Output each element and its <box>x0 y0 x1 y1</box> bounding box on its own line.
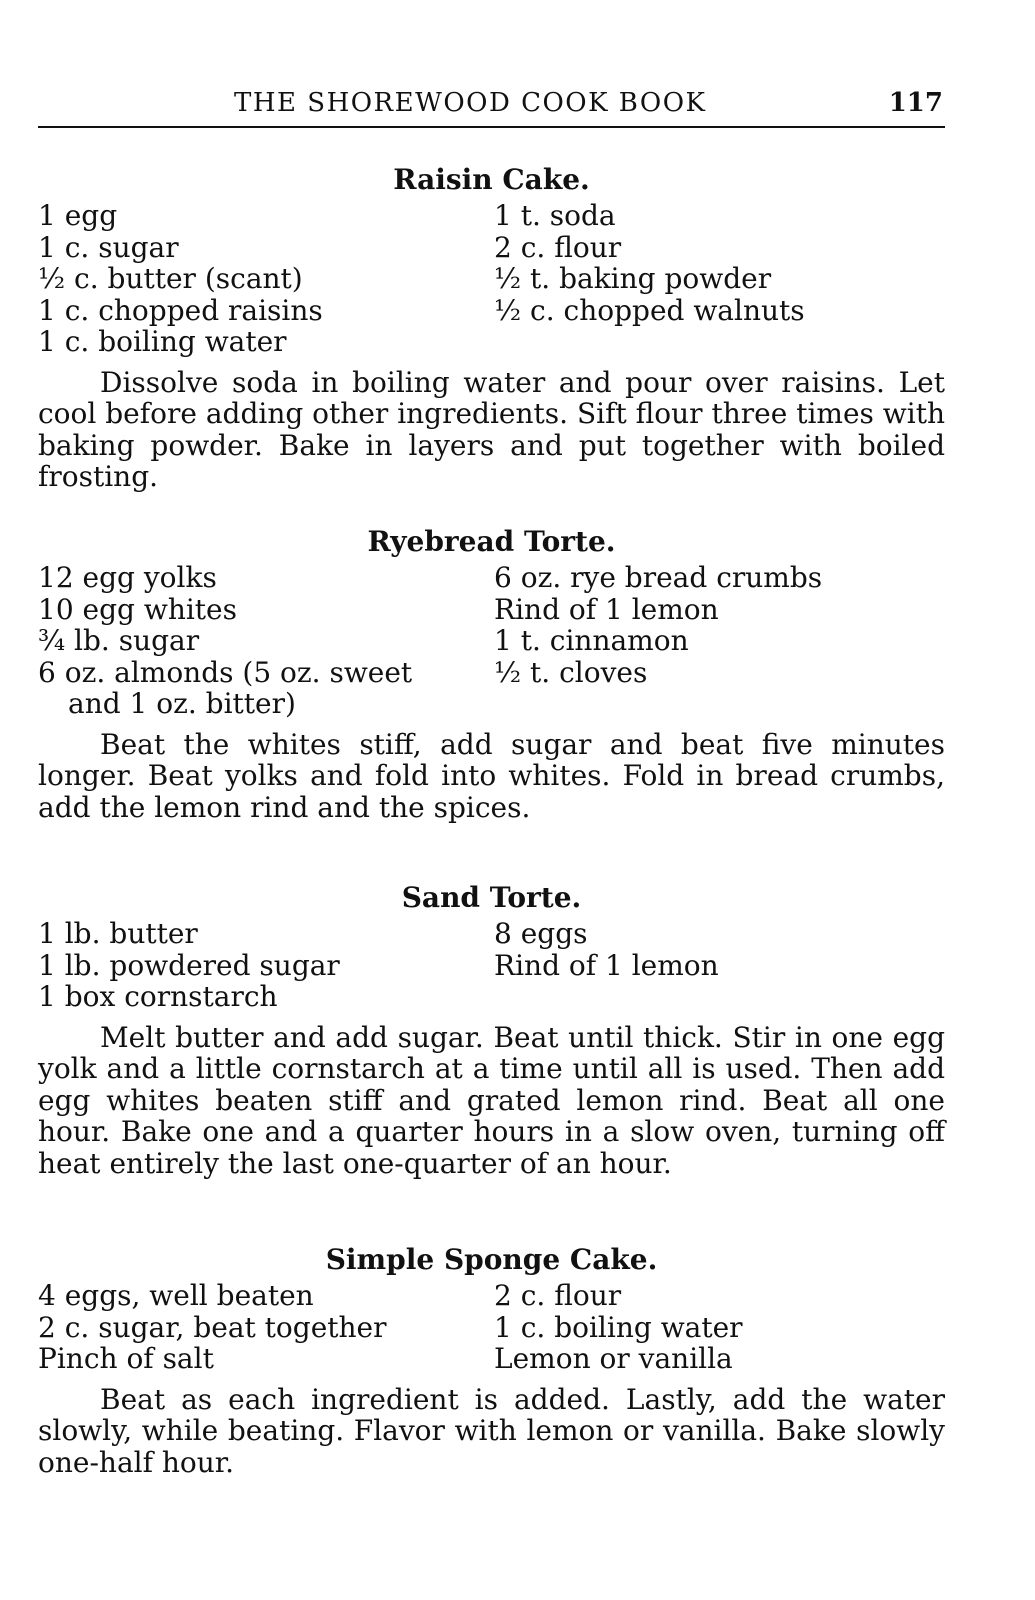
ingredients-right-column <box>494 200 945 358</box>
ingredient: 12 egg yolks <box>38 561 217 594</box>
ingredient: 1 c. sugar <box>38 230 179 264</box>
recipe-sand-torte <box>38 878 945 1179</box>
ingredient: 1 c. boiling water <box>494 1310 743 1344</box>
ingredient: 2 c. flour <box>494 230 622 264</box>
recipe-title: Ryebread Torte. <box>367 525 616 558</box>
ingredient: 1 box cornstarch <box>38 980 278 1013</box>
ingredient: 4 eggs, well beaten <box>38 1279 314 1312</box>
recipe-title: Raisin Cake. <box>393 163 590 196</box>
book-title: THE SHOREWOOD COOK BOOK <box>234 88 707 118</box>
recipe-title: Simple Sponge Cake. <box>325 1243 658 1276</box>
ingredient: 1 t. soda <box>494 199 616 232</box>
ingredient: ½ t. baking powder <box>494 262 772 295</box>
running-header <box>38 86 945 128</box>
ingredients-left-column <box>38 200 494 358</box>
recipe-raisin-cake <box>38 160 945 493</box>
ingredient: 1 egg <box>38 199 118 232</box>
recipe-method: Melt butter and add sugar. Beat until thick. Stir in one egg yolk and a little cornstarch at a time until all is used. Then add egg whites beaten stiff and grated lemon rind. Beat all one hour. Bake one and a quarter hours in a slow oven, turning off heat entirely the last one-quarter of an hour. <box>38 1020 945 1180</box>
ingredient: Lemon or vanilla <box>494 1342 733 1375</box>
ingredient: 6 oz. almonds (5 oz. sweet <box>38 655 413 689</box>
ingredients-left-column <box>38 918 494 1013</box>
ingredient: 1 c. boiling water <box>38 325 287 358</box>
ingredients-left-column <box>38 562 494 720</box>
ingredients-right-column <box>494 1280 945 1375</box>
ingredient: ½ c. chopped walnuts <box>494 293 805 327</box>
recipe-title: Sand Torte. <box>401 881 582 914</box>
ingredient: 2 c. sugar, beat together <box>38 1310 387 1344</box>
ingredient: 1 c. chopped raisins <box>38 293 323 327</box>
ingredients-right-column <box>494 918 945 1013</box>
recipe-method: Beat as each ingredient is added. Lastly, add the water slowly, while beating. Flavor with lemon or vanilla. Bake slowly one-half hour. <box>38 1382 945 1479</box>
ingredient: 2 c. flour <box>494 1279 622 1312</box>
ingredient: Rind of 1 lemon <box>494 592 719 626</box>
ingredient: ¾ lb. sugar <box>38 624 200 657</box>
ingredient: 6 oz. rye bread crumbs <box>494 561 823 594</box>
recipe-ryebread-torte <box>38 522 945 823</box>
ingredient: ½ c. butter (scant) <box>38 262 303 295</box>
ingredient: 10 egg whites <box>38 592 237 626</box>
ingredient-list <box>38 918 945 1013</box>
ingredient: 1 lb. powdered sugar <box>38 948 340 982</box>
ingredient: and 1 oz. bitter) <box>68 687 296 720</box>
ingredients-right-column <box>494 562 945 720</box>
page-number: 117 <box>888 88 943 118</box>
recipe-simple-sponge-cake <box>38 1240 945 1478</box>
ingredients-left-column <box>38 1280 494 1375</box>
ingredient: Rind of 1 lemon <box>494 948 719 982</box>
ingredient: 8 eggs <box>494 917 588 950</box>
ingredient: Pinch of salt <box>38 1342 214 1375</box>
recipe-method: Beat the whites stiff, add sugar and beat five minutes longer. Beat yolks and fold into whites. Fold in bread crumbs, add the lemon rind and the spices. <box>38 727 945 824</box>
recipe-method: Dissolve soda in boiling water and pour over raisins. Let cool before adding other ingredients. Sift flour three times with baking powder. Bake in layers and put together with boiled frosting. <box>38 365 945 493</box>
ingredient-list <box>38 562 945 720</box>
ingredient-list <box>38 1280 945 1375</box>
ingredient-list <box>38 200 945 358</box>
ingredient: ½ t. cloves <box>494 655 648 689</box>
ingredient: 1 lb. butter <box>38 917 198 950</box>
book-page <box>38 0 945 1600</box>
ingredient: 1 t. cinnamon <box>494 624 689 657</box>
